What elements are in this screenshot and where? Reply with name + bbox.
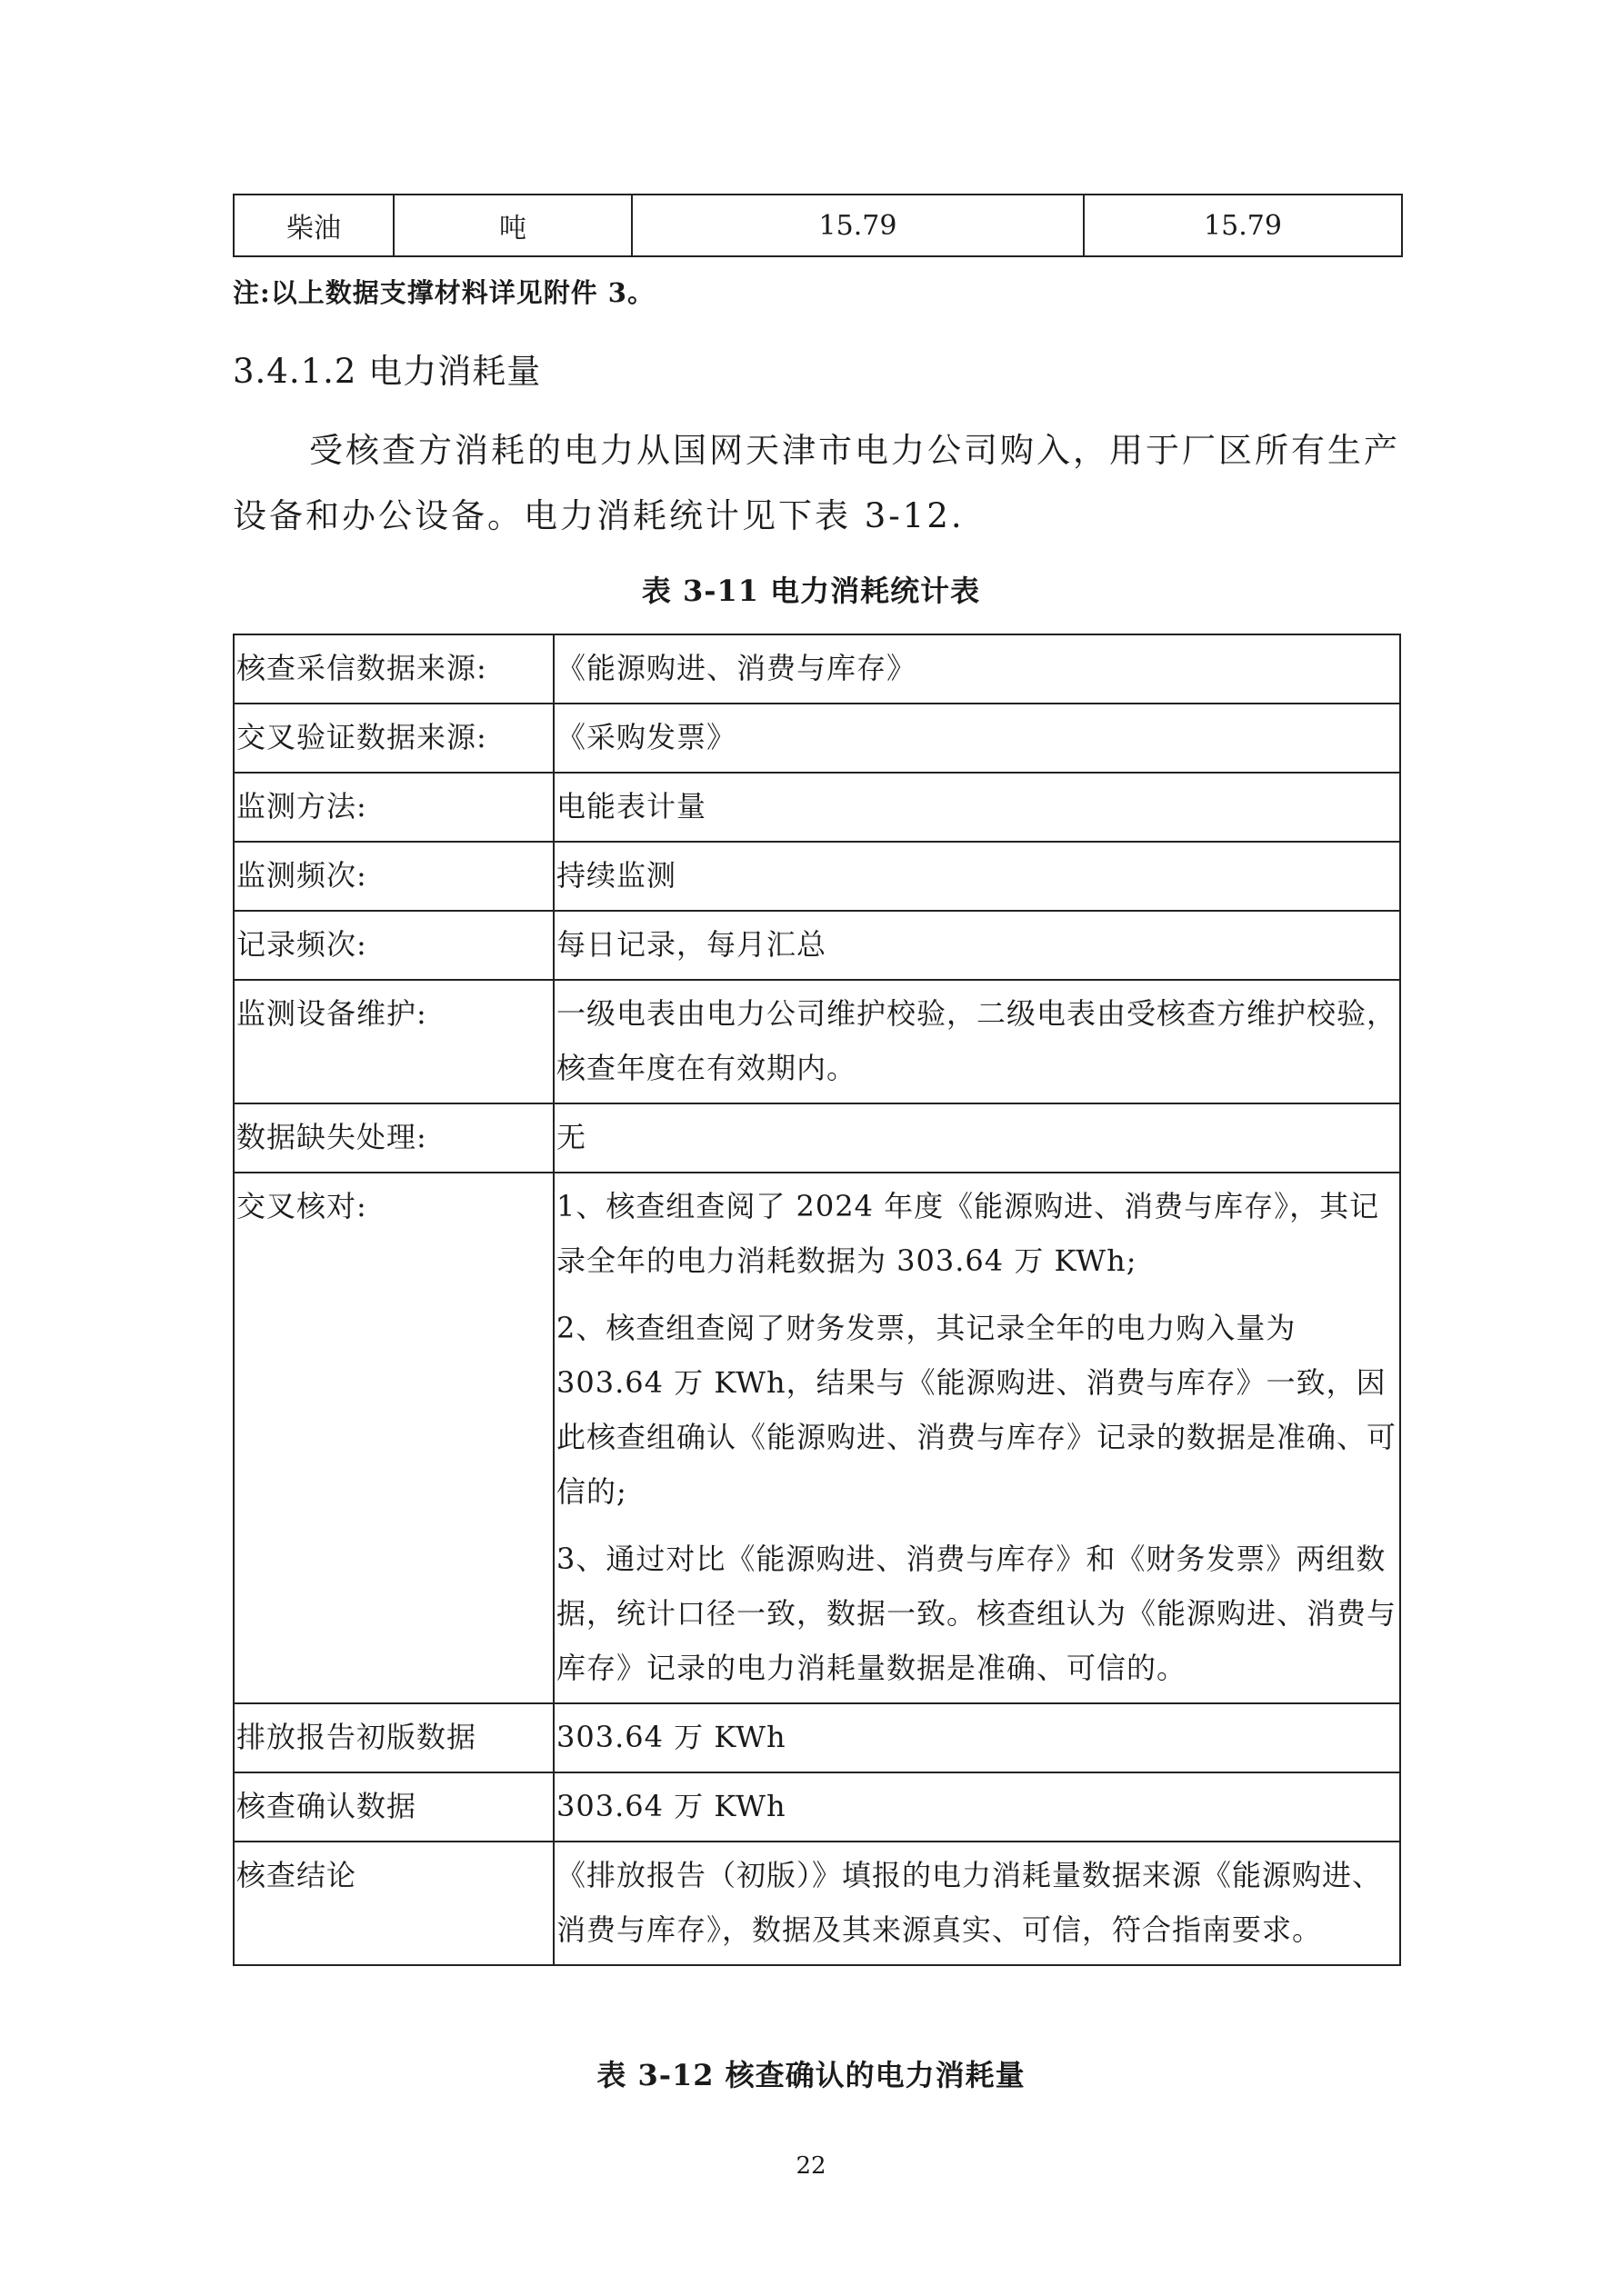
row-label: 数据缺失处理: — [234, 1103, 554, 1173]
table-caption: 表 3-11 电力消耗统计表 — [641, 574, 981, 608]
row-label: 记录频次: — [234, 911, 554, 980]
table-row — [234, 773, 1400, 842]
row-value: 每日记录，每月汇总 — [554, 911, 1400, 980]
row-label: 交叉核对: — [234, 1173, 554, 1703]
row-value: 电能表计量 — [554, 773, 1400, 842]
row-label: 监测设备维护: — [234, 980, 554, 1103]
row-value: 无 — [554, 1103, 1400, 1173]
row-label: 核查确认数据 — [234, 1772, 554, 1842]
table-row — [234, 1703, 1400, 1772]
row-label: 监测方法: — [234, 773, 554, 842]
fuel-name-cell: 柴油 — [234, 195, 394, 256]
row-value: 303.64 万 KWh — [554, 1703, 1400, 1772]
value-cell: 15.79 — [632, 195, 1084, 256]
unit-cell: 吨 — [394, 195, 632, 256]
section-heading: 3.4.1.2 电力消耗量 — [233, 352, 542, 391]
row-value: 《能源购进、消费与库存》 — [554, 634, 1400, 704]
cross-check-item: 3、通过对比《能源购进、消费与库存》和《财务发票》两组数据，统计口径一致，数据一致。核查组认为《能源购进、消费与库存》记录的电力消耗量数据是准确、可信的。 — [556, 1542, 1397, 1685]
table-row — [234, 980, 1400, 1103]
row-label: 核查结论 — [234, 1842, 554, 1965]
row-label: 排放报告初版数据 — [234, 1703, 554, 1772]
cross-check-item: 2、核查组查阅了财务发票，其记录全年的电力购入量为 303.64 万 KWh，结果与《能源购进、消费与库存》一致，因此核查组确认《能源购进、消费与库存》记录的数据是准确、可信的; — [556, 1311, 1397, 1509]
row-label: 监测频次: — [234, 842, 554, 911]
row-value: 《排放报告（初版）》填报的电力消耗量数据来源《能源购进、消费与库存》，数据及其来源真实、可信，符合指南要求。 — [554, 1842, 1400, 1965]
table-row — [234, 842, 1400, 911]
fuel-consumption-table — [233, 194, 1403, 257]
table-row — [234, 1103, 1400, 1173]
next-table-caption: 表 3-12 核查确认的电力消耗量 — [596, 2058, 1026, 2092]
table-row — [234, 1173, 1400, 1703]
table-row — [234, 1842, 1400, 1965]
row-label: 交叉验证数据来源: — [234, 704, 554, 773]
cross-check-cell — [554, 1173, 1400, 1703]
table-note: 注:以上数据支撑材料详见附件 3。 — [233, 277, 655, 308]
electricity-consumption-table — [233, 634, 1401, 1966]
row-label: 核查采信数据来源: — [234, 634, 554, 704]
cross-check-item: 1、核查组查阅了 2024 年度《能源购进、消费与库存》，其记录全年的电力消耗数据为 303.64 万 KWh; — [556, 1189, 1380, 1278]
table-row — [234, 195, 1402, 256]
value-cell: 15.79 — [1084, 195, 1402, 256]
row-value: 持续监测 — [554, 842, 1400, 911]
table-row — [234, 634, 1400, 704]
table-row — [234, 704, 1400, 773]
table-row — [234, 911, 1400, 980]
body-paragraph: 受核查方消耗的电力从国网天津市电力公司购入，用于厂区所有生产设备和办公设备。电力消耗统计见下表 3-12. — [233, 431, 1400, 535]
table-row — [234, 1772, 1400, 1842]
row-value: 303.64 万 KWh — [554, 1772, 1400, 1842]
page-number: 22 — [796, 2152, 826, 2180]
row-value: 《采购发票》 — [554, 704, 1400, 773]
row-value: 一级电表由电力公司维护校验，二级电表由受核查方维护校验，核查年度在有效期内。 — [554, 980, 1400, 1103]
